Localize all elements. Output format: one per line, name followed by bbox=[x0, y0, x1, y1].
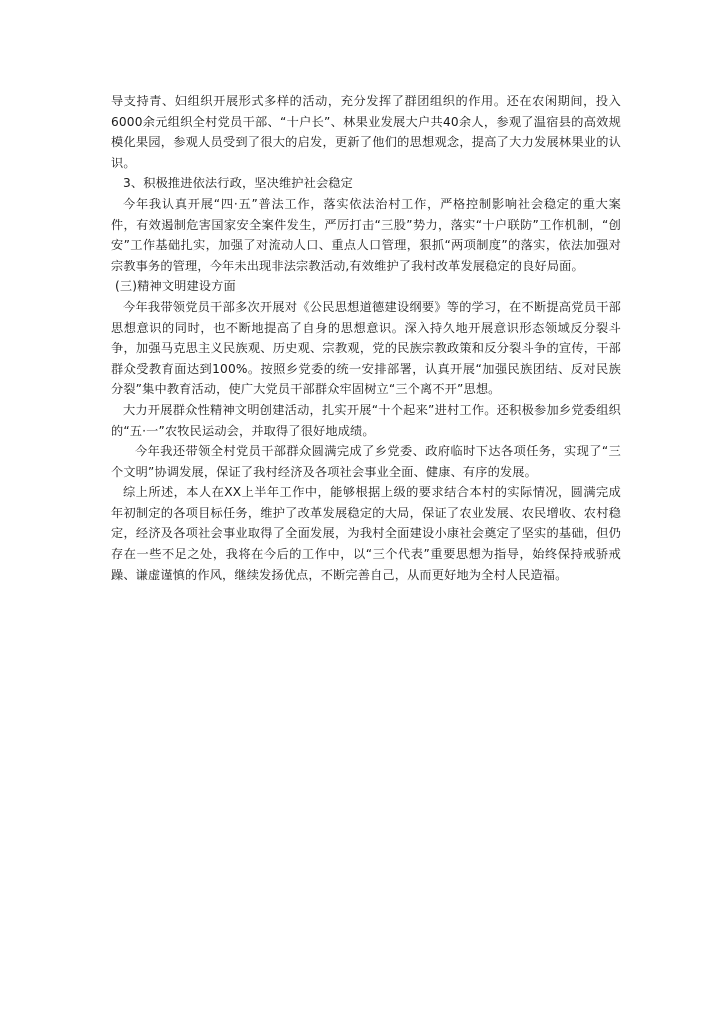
section-heading-spiritual-civilization: (三)精神文明建设方面 bbox=[115, 279, 236, 294]
paragraph-task-completion: 今年我还带领全村党员干部群众圆满完成了乡党委、政府临时下达各项任务，实现了“三个文明”协调发展，保证了我村经济及各项社会事业全面、健康、有序的发展。 bbox=[111, 444, 621, 479]
document-page bbox=[111, 91, 621, 585]
section-heading-rule-of-law: 3、积极推进依法行政，坚决维护社会稳定 bbox=[123, 176, 353, 191]
paragraph-mass-activities: 大力开展群众性精神文明创建活动，扎实开展“十个起来”进村工作。还积极参加乡党委组织的“五·一”农牧民运动会，并取得了很好地成绩。 bbox=[111, 402, 621, 438]
paragraph-group-activities: 导支持青、妇组织开展形式多样的活动，充分发挥了群团组织的作用。还在农闲期间，投入6000余元组织全村党员干部、“十户长”、林果业发展大户共40余人，参观了温宿县的高效规模化果园，参观人员受到了很大的启发，更新了他们的思想观念，提高了大力发展林果业的认识。 bbox=[111, 94, 621, 170]
paragraph-summary: 综上所述，本人在XX上半年工作中，能够根据上级的要求结合本村的实际情况，圆满完成年初制定的各项目标任务，维护了改革发展稳定的大局，保证了农业发展、农民增收、农村稳定，经济及各项社会事业取得了全面发展，为我村全面建设小康社会奠定了坚实的基础，但仍存在一些不足之处，我将在今后的工作中，以“三个代表”重要思想为指导，始终保持戒骄戒躁、谦虚谨慎的作风，继续发扬优点，不断完善自己，从而更好地为全村人民造福。 bbox=[111, 485, 621, 582]
paragraph-legal-stability: 今年我认真开展“四·五”普法工作，落实依法治村工作，严格控制影响社会稳定的重大案件，有效遏制危害国家安全案件发生，严厉打击“三股”势力，落实“十户联防”工作机制，“创安”工作基础扎实，加强了对流动人口、重点人口管理，狠抓“两项制度”的落实，依法加强对宗教事务的管理，今年未出现非法宗教活动,有效维护了我村改革发展稳定的良好局面。 bbox=[111, 196, 621, 273]
paragraph-ideology-study: 今年我带领党员干部多次开展对《公民思想道德建设纲要》等的学习，在不断提高党员干部思想意识的同时，也不断地提高了自身的思想意识。深入持久地开展意识形态领域反分裂斗争，加强马克思主义民族观、历史观、宗教观，党的民族宗教政策和反分裂斗争的宣传，干部群众受教育面达到100%。按照乡党委的统一安排部署，认真开展“加强民族团结、反对民族分裂”集中教育活动，使广大党员干部群众牢固树立“三个离不开”思想。 bbox=[111, 299, 621, 397]
